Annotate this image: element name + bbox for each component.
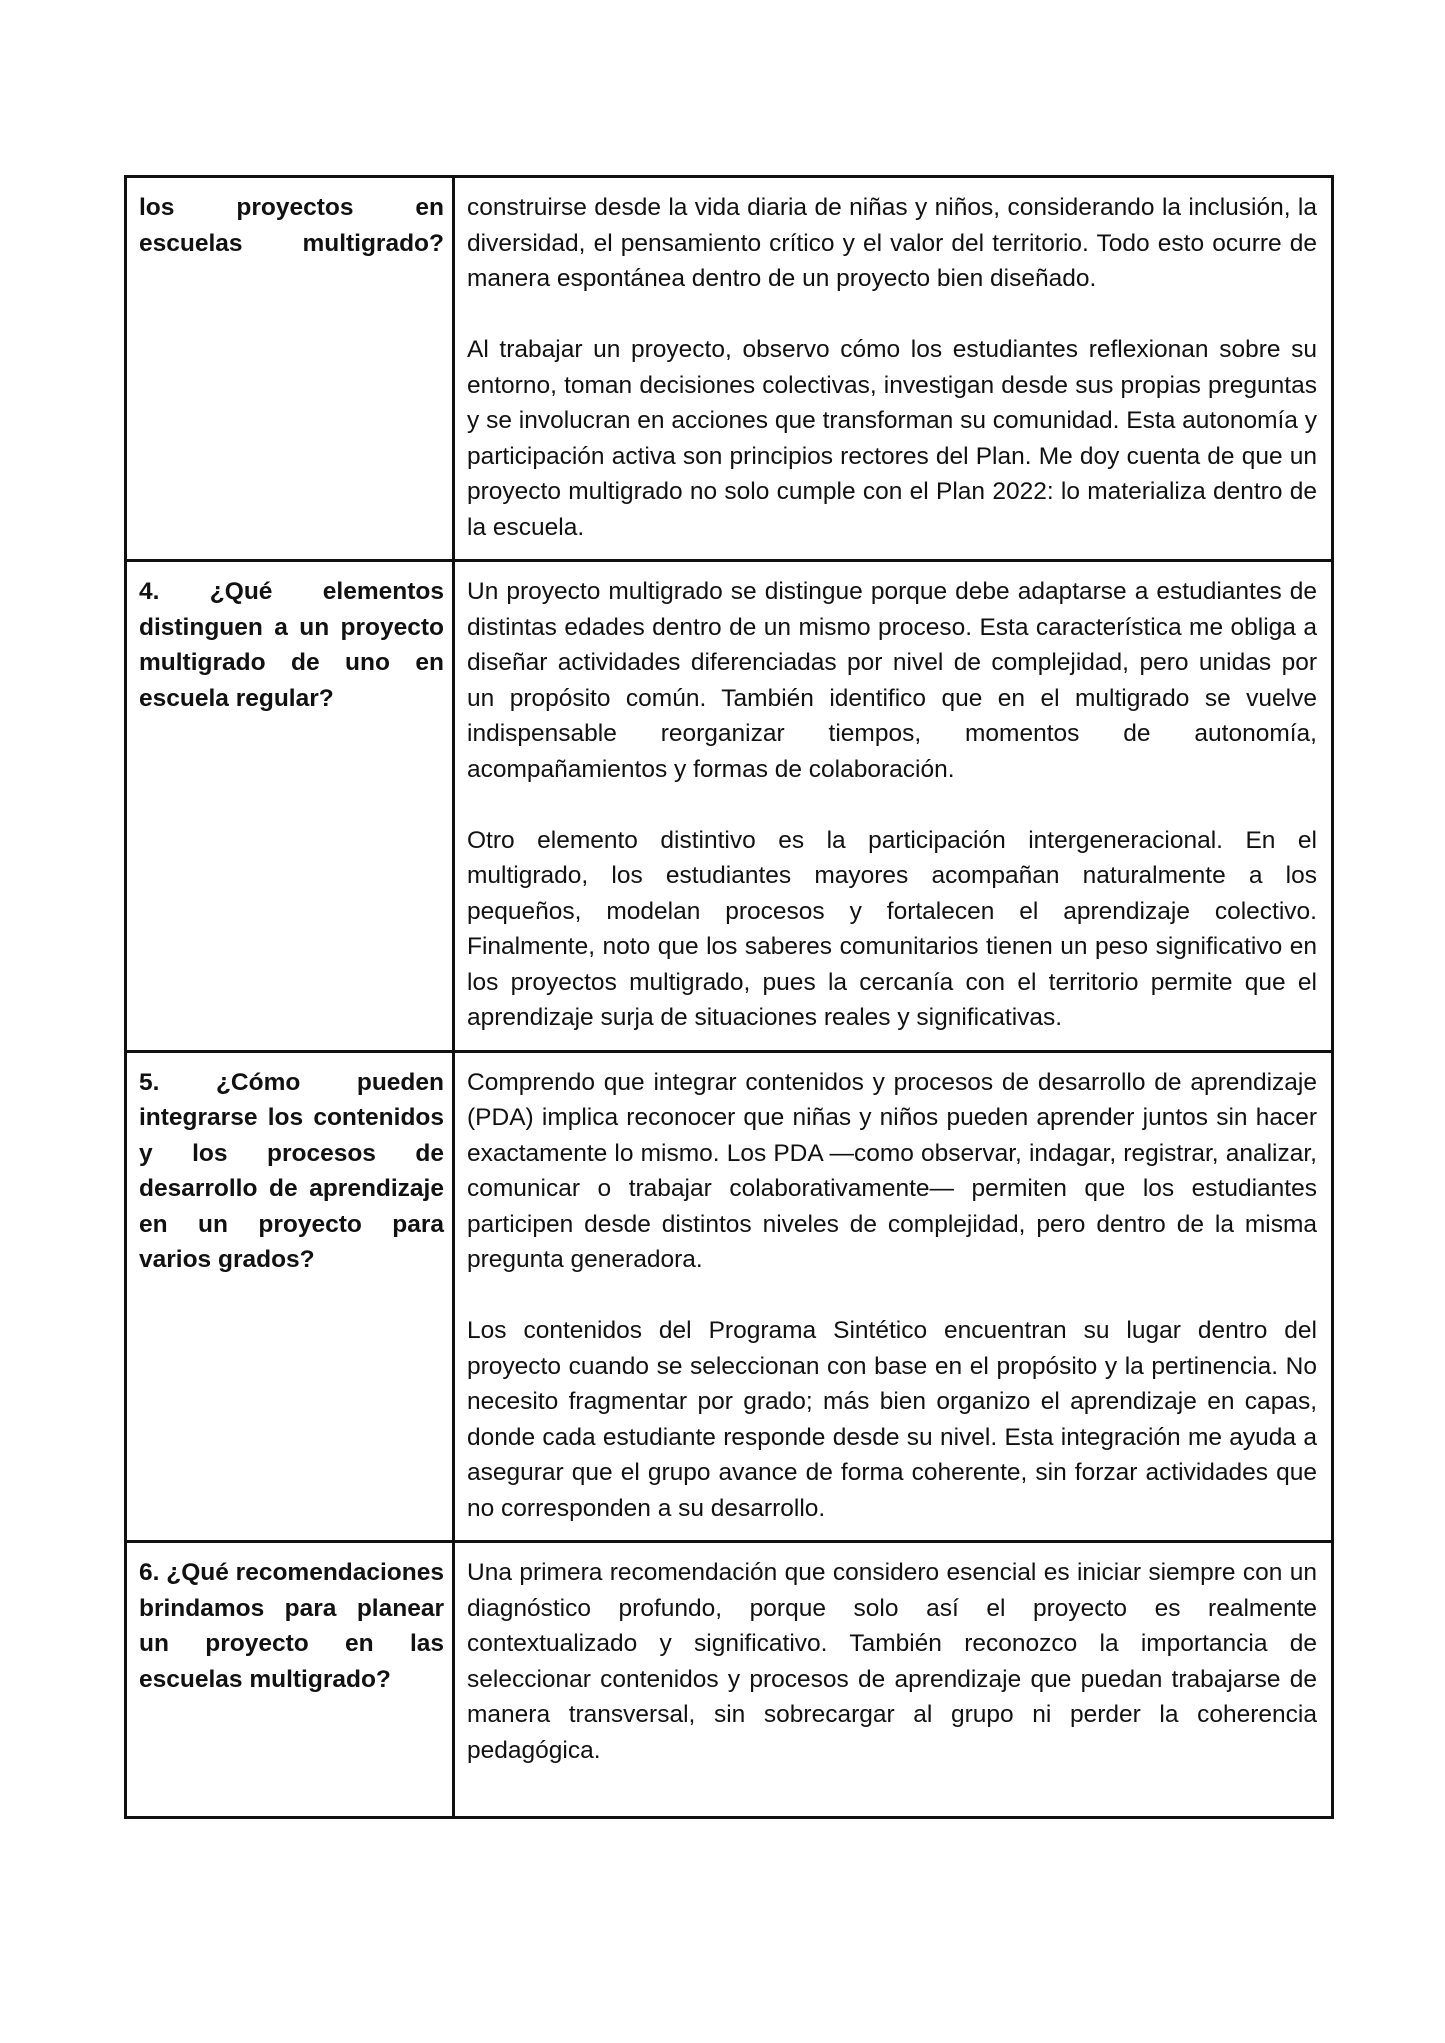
table-row [126, 1542, 1333, 1818]
question-text: 6. ¿Qué recomendaciones brindamos para planear un proyecto en las escuelas multigrado? [139, 1559, 444, 1693]
question-cell [126, 561, 454, 1052]
question-text: los proyectos en escuelas multigrado? [139, 194, 444, 257]
answer-paragraph: Comprendo que integrar contenidos y procesos de desarrollo de aprendizaje (PDA) implica reconocer que niñas y niños pueden aprender juntos sin hacer exactamente lo mismo. Los PDA —como observar, indagar, registrar, analizar, comunicar o trabajar colaborativamente— permiten que los estudiantes participen desde distintos niveles de complejidad, pero dentro de la misma pregunta generadora. [467, 1068, 1317, 1273]
answer-cell [454, 177, 1333, 561]
questions-table [124, 175, 1334, 1819]
table-row [126, 561, 1333, 1052]
answer-cell [454, 1051, 1333, 1542]
question-text: 5. ¿Cómo pueden integrarse los contenidos y los procesos de desarrollo de aprendizaje en un proyecto para varios grados? [139, 1068, 444, 1273]
table-row [126, 177, 1333, 561]
question-cell [126, 1542, 454, 1818]
question-cell [126, 177, 454, 561]
answer-cell [454, 561, 1333, 1052]
answer-paragraph: Otro elemento distintivo es la participación intergeneracional. En el multigrado, los estudiantes mayores acompañan naturalmente a los pequeños, modelan procesos y fortalecen el aprendizaje colectivo. Finalmente, noto que los saberes comunitarios tienen un peso significativo en los proyectos multigrado, pues la cercanía con el territorio permite que el aprendizaje surja de situaciones reales y significativas. [467, 826, 1317, 1031]
table-row [126, 1051, 1333, 1542]
answer-paragraph: Los contenidos del Programa Sintético encuentran su lugar dentro del proyecto cuando se seleccionan con base en el propósito y la pertinencia. No necesito fragmentar por grado; más bien organizo el aprendizaje en capas, donde cada estudiante responde desde su nivel. Esta integración me ayuda a asegurar que el grupo avance de forma coherente, sin forzar actividades que no corresponden a su desarrollo. [467, 1317, 1317, 1522]
answer-paragraph: Una primera recomendación que considero esencial es iniciar siempre con un diagnóstico profundo, porque solo así el proyecto es realmente contextualizado y significativo. También reconozco la importancia de seleccionar contenidos y procesos de aprendizaje que puedan trabajarse de manera transversal, sin sobrecargar al grupo ni perder la coherencia pedagógica. [467, 1559, 1317, 1764]
answer-paragraph: construirse desde la vida diaria de niñas y niños, considerando la inclusión, la diversidad, el pensamiento crítico y el valor del territorio. Todo esto ocurre de manera espontánea dentro de un proyecto bien diseñado. [467, 194, 1317, 292]
answer-paragraph: Al trabajar un proyecto, observo cómo los estudiantes reflexionan sobre su entorno, toman decisiones colectivas, investigan desde sus propias preguntas y se involucran en acciones que transforman su comunidad. Esta autonomía y participación activa son principios rectores del Plan. Me doy cuenta de que un proyecto multigrado no solo cumple con el Plan 2022: lo materializa dentro de la escuela. [467, 336, 1317, 541]
answer-paragraph: Un proyecto multigrado se distingue porque debe adaptarse a estudiantes de distintas edades dentro de un mismo proceso. Esta característica me obliga a diseñar actividades diferenciadas por nivel de complejidad, pero unidas por un propósito común. También identifico que en el multigrado se vuelve indispensable reorganizar tiempos, momentos de autonomía, acompañamientos y formas de colaboración. [467, 578, 1317, 783]
question-text: 4. ¿Qué elementos distinguen a un proyecto multigrado de uno en escuela regular? [139, 578, 444, 712]
answer-cell [454, 1542, 1333, 1818]
question-cell [126, 1051, 454, 1542]
